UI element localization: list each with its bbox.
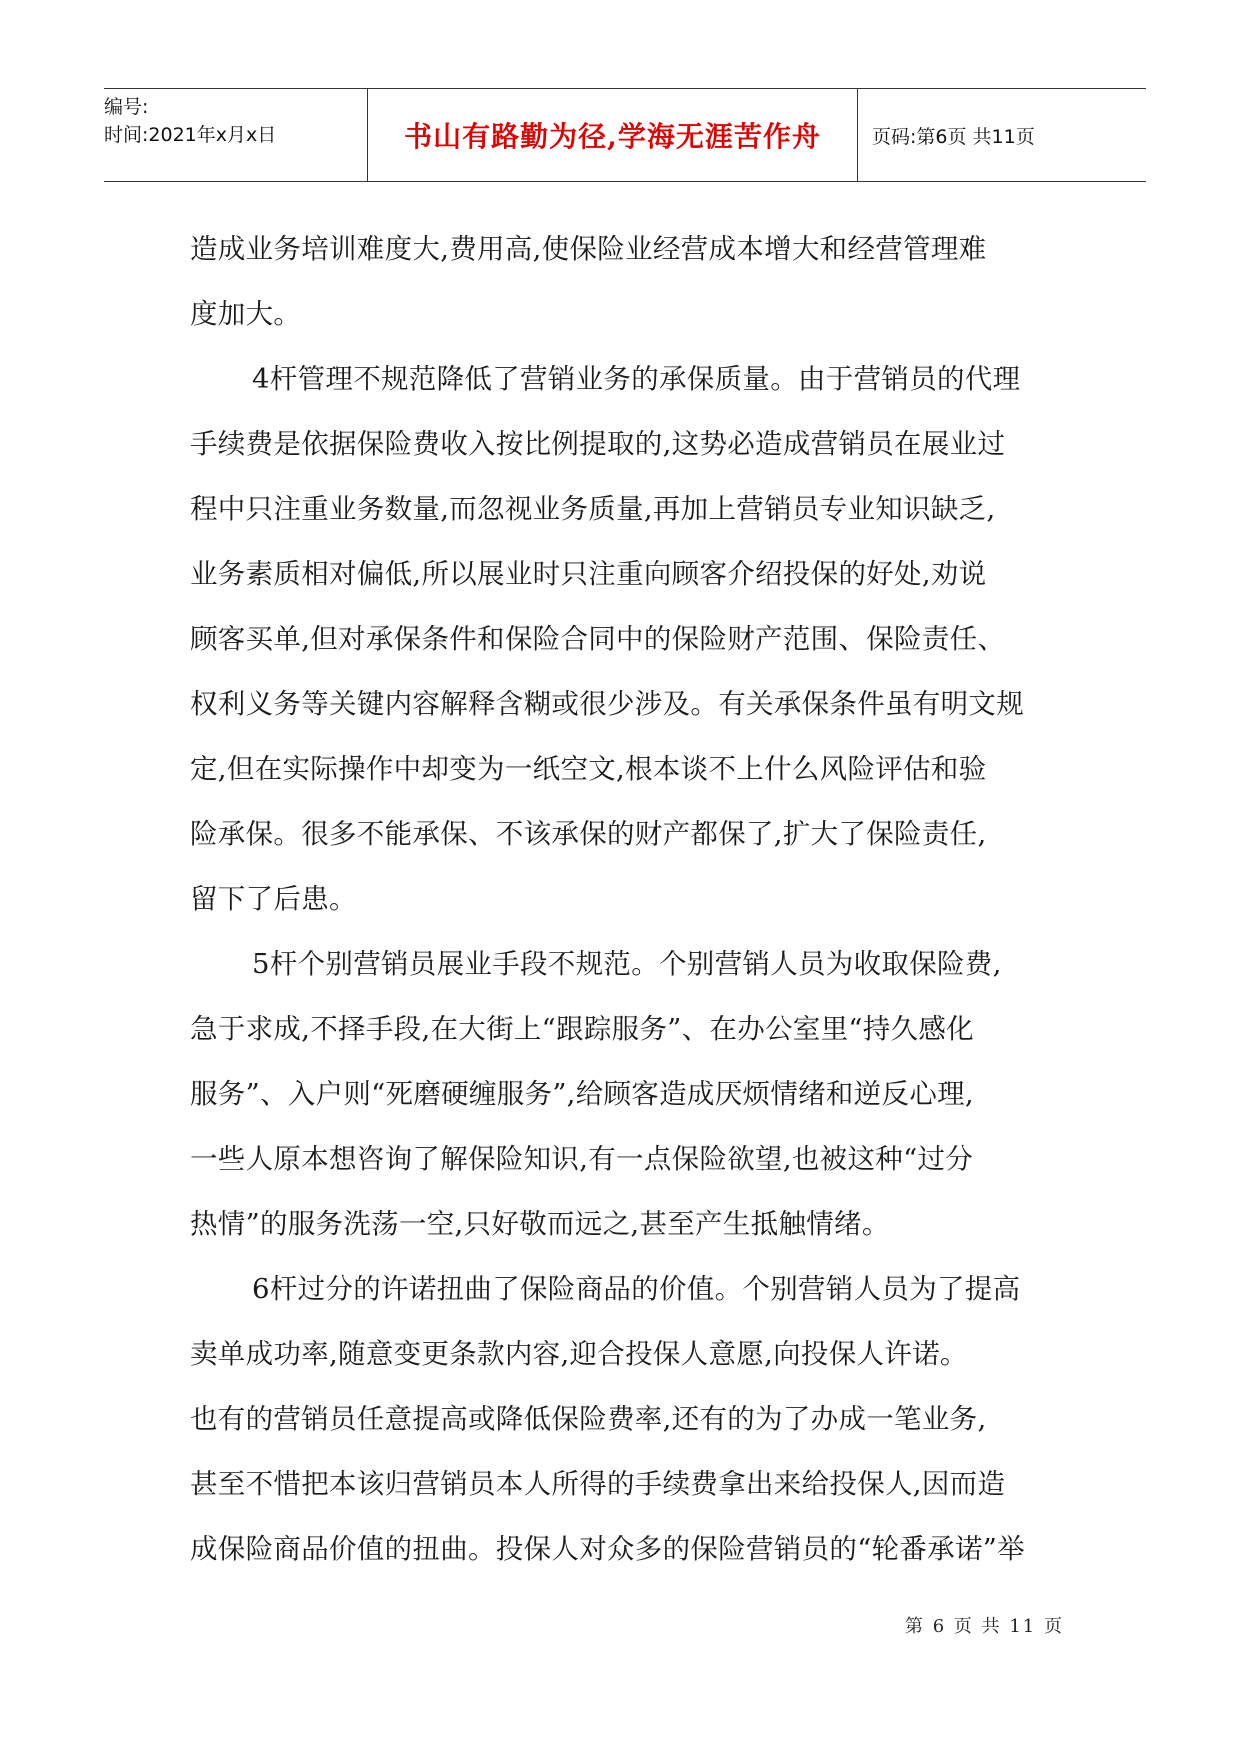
text-line: 成保险商品价值的扭曲。投保人对众多的保险营销员的“轮番承诺”举 xyxy=(190,1533,1025,1565)
paragraph-start-line: 6杆过分的许诺扭曲了保险商品的价值。个别营销人员为了提高 xyxy=(252,1273,1021,1305)
text-line: 甚至不惜把本该归营销员本人所得的手续费拿出来给投保人,因而造 xyxy=(190,1468,1006,1500)
page-footer xyxy=(905,1612,1064,1638)
footer-page-number: 第 6 页 共 11 页 xyxy=(905,1616,1064,1637)
serial-label: 编号: xyxy=(104,96,149,118)
time-label: 时间:2021年x月x日 xyxy=(104,124,277,146)
text-line: 急于求成,不择手段,在大街上“跟踪服务”、在办公室里“持久感化 xyxy=(190,1013,974,1045)
paragraph-start-line: 5杆个别营销员展业手段不规范。个别营销人员为收取保险费, xyxy=(252,948,1002,980)
text-line: 度加大。 xyxy=(190,298,302,330)
text-line: 程中只注重业务数量,而忽视业务质量,再加上营销员专业知识缺乏, xyxy=(190,493,996,525)
text-line: 定,但在实际操作中却变为一纸空文,根本谈不上什么风险评估和验 xyxy=(190,753,987,785)
text-line: 热情”的服务洗荡一空,只好敬而远之,甚至产生抵触情绪。 xyxy=(190,1208,890,1240)
text-line: 造成业务培训难度大,费用高,使保险业经营成本增大和经营管理难 xyxy=(190,233,987,265)
text-line: 服务”、入户则“死磨硬缠服务”,给顾客造成厌烦情绪和逆反心理, xyxy=(190,1078,974,1110)
text-line: 卖单成功率,随意变更条款内容,迎合投保人意愿,向投保人许诺。 xyxy=(190,1338,968,1370)
page-header xyxy=(104,88,1146,182)
text-line: 顾客买单,但对承保条件和保险合同中的保险财产范围、保险责任、 xyxy=(190,623,1006,655)
motto-text: 书山有路勤为径,学海无涯苦作舟 xyxy=(404,120,821,153)
text-line: 手续费是依据保险费收入按比例提取的,这势必造成营销员在展业过 xyxy=(190,428,1006,460)
page-info-text: 页码:第6页 共11页 xyxy=(872,125,1035,148)
paragraph-start-line: 4杆管理不规范降低了营销业务的承保质量。由于营销员的代理 xyxy=(252,363,1021,395)
text-line: 权利义务等关键内容解释含糊或很少涉及。有关承保条件虽有明文规 xyxy=(190,688,1024,720)
text-line: 留下了后患。 xyxy=(190,883,357,915)
header-motto-cell xyxy=(368,89,858,181)
header-page-info xyxy=(858,89,1146,181)
text-line: 业务素质相对偏低,所以展业时只注重向顾客介绍投保的好处,劝说 xyxy=(190,558,987,590)
text-line: 一些人原本想咨询了解保险知识,有一点保险欲望,也被这种“过分 xyxy=(190,1143,974,1175)
document-body xyxy=(190,217,1062,1582)
header-meta xyxy=(104,89,368,181)
text-line: 也有的营销员任意提高或降低保险费率,还有的为了办成一笔业务, xyxy=(190,1403,987,1435)
text-line: 险承保。很多不能承保、不该承保的财产都保了,扩大了保险责任, xyxy=(190,818,987,850)
